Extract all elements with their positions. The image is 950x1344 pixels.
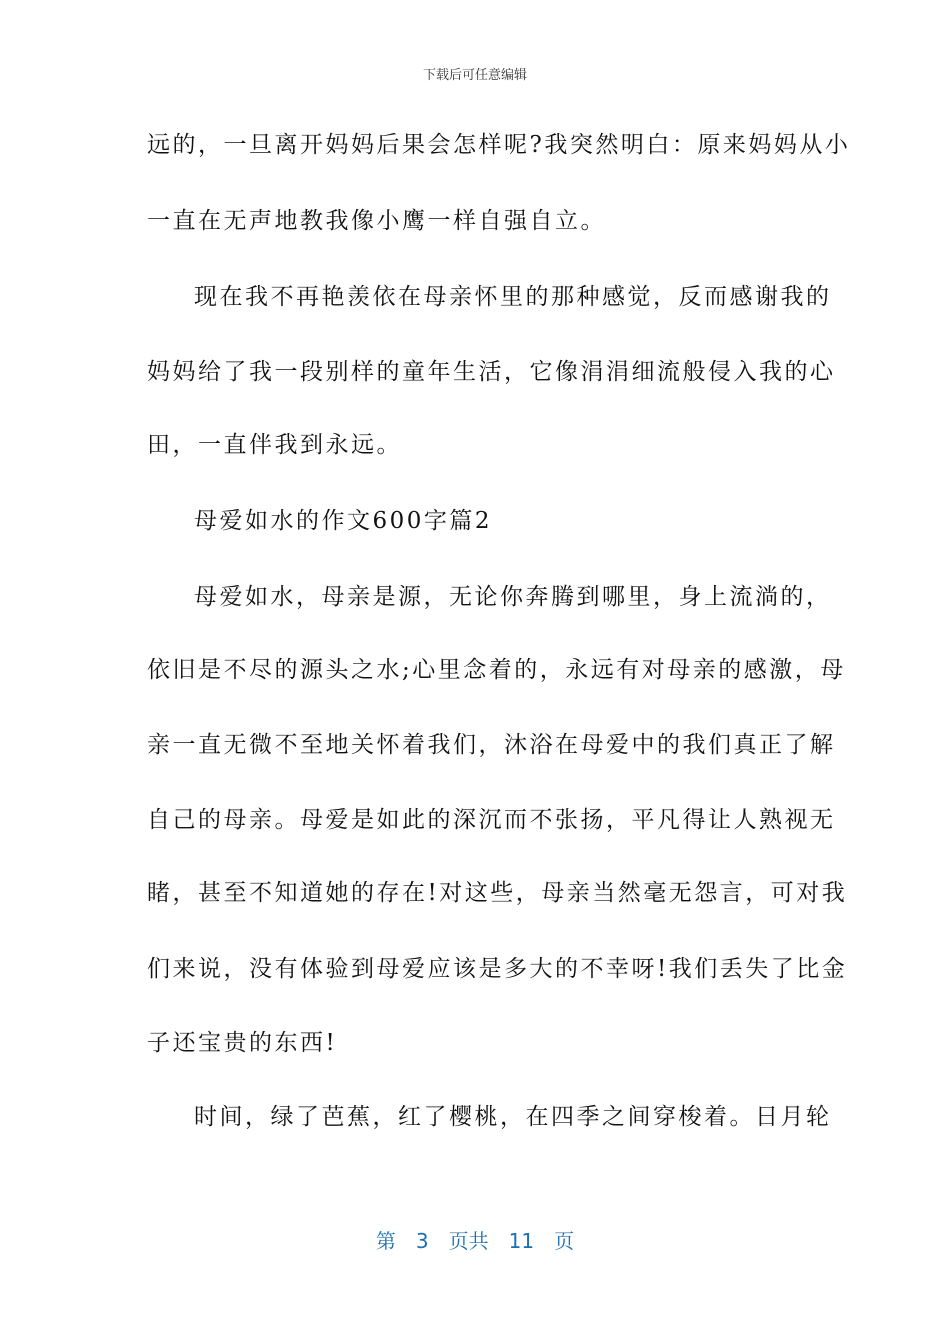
paragraph-start: 现在我不再艳羡依在母亲怀里的那种感觉，反而感谢我的 [194,284,832,310]
text-line: 远的，一旦离开妈妈后果会怎样呢?我突然明白：原来妈妈从小 [147,132,851,158]
footer-prefix: 第 [375,1229,396,1253]
text-line: 依旧是不尽的源头之水;心里念着的，永远有对母亲的感激，母 [147,657,846,683]
footer-suffix: 页 [554,1229,575,1253]
text-line: 自己的母亲。母爱是如此的深沉而不张扬，平凡得让人熟视无 [147,807,836,833]
text-line: 亲一直无微不至地关怀着我们，沐浴在母爱中的我们真正了解 [147,732,836,758]
footer-page-number: 3 [415,1229,429,1253]
paragraph-start: 时间，绿了芭蕉，红了樱桃，在四季之间穿梭着。日月轮 [194,1104,832,1130]
footer-middle: 页共 [448,1229,489,1253]
section-title: 母爱如水的作文600字篇2 [194,508,493,534]
paragraph-start: 母爱如水，母亲是源，无论你奔腾到哪里，身上流淌的， [194,584,832,610]
text-line: 子还宝贵的东西! [147,1030,338,1056]
text-line: 一直在无声地教我像小鹰一样自强自立。 [147,208,606,234]
text-line: 们来说，没有体验到母爱应该是多大的不幸呀!我们丢失了比金 [147,956,848,982]
text-line: 睹，甚至不知道她的存在!对这些，母亲当然毫无怨言，可对我 [147,880,848,906]
footer-total-pages: 11 [508,1229,535,1253]
page-header: 下载后可任意编辑 [422,68,527,83]
text-line: 妈妈给了我一段别样的童年生活，它像涓涓细流般侵入我的心 [147,359,836,385]
page-footer [0,1225,950,1254]
text-line: 田，一直伴我到永远。 [147,432,402,458]
